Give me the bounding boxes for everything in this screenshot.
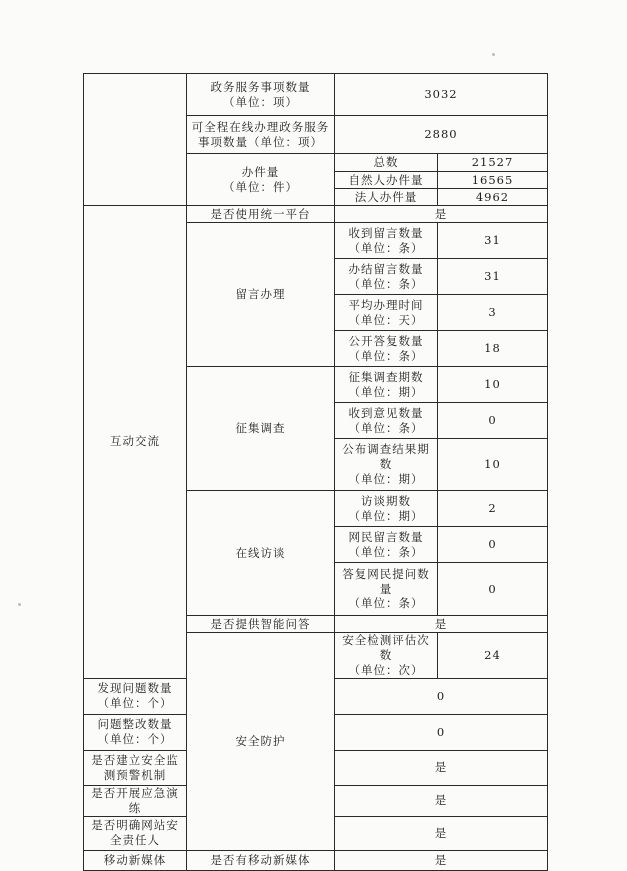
handling-label: 办件量 （单位：件）	[187, 154, 335, 206]
unified-platform-label: 是否使用统一平台	[187, 206, 335, 223]
security-row-label: 是否明确网站安全责任人	[84, 816, 187, 850]
messages-row-label: 收到留言数量 （单位：条）	[335, 223, 438, 259]
messages-row-label: 办结留言数量 （单位：条）	[335, 259, 438, 295]
interview-row-value: 0	[438, 527, 548, 563]
interview-row-value: 2	[438, 491, 548, 527]
handling-row-label: 法人办件量	[335, 189, 438, 206]
scan-dot	[18, 603, 21, 606]
survey-row-label: 征集调查期数 （单位：期）	[335, 367, 438, 403]
table-row	[84, 74, 548, 116]
interview-row-label: 访谈期数 （单位：期）	[335, 491, 438, 527]
messages-row-value: 18	[438, 331, 548, 367]
messages-row-value: 31	[438, 223, 548, 259]
security-row-value: 是	[335, 750, 548, 785]
messages-row-value: 31	[438, 259, 548, 295]
handling-row-label: 总数	[335, 154, 438, 172]
security-row-label: 发现问题数量 （单位：个）	[84, 678, 187, 714]
unified-platform-value: 是	[335, 206, 548, 223]
interview-row-label: 答复网民提问数量 （单位：条）	[335, 563, 438, 616]
interaction-section-title: 互动交流	[84, 206, 187, 679]
online-item-count-label: 可全程在线办理政务服务事项数量（单位：项）	[187, 116, 335, 154]
security-row-value: 24	[438, 633, 548, 679]
service-item-count-value: 3032	[335, 74, 548, 116]
survey-row-value: 10	[438, 439, 548, 491]
mobile-section-title: 移动新媒体	[84, 850, 187, 870]
smart-qa-value: 是	[335, 616, 548, 633]
survey-row-value: 0	[438, 403, 548, 439]
website-statistics-table	[83, 73, 548, 871]
mobile-row-label: 是否有移动新媒体	[187, 850, 335, 870]
security-row-value: 0	[335, 714, 548, 750]
messages-row-label: 公开答复数量 （单位：条）	[335, 331, 438, 367]
survey-row-label: 收到意见数量 （单位：条）	[335, 403, 438, 439]
security-row-label: 问题整改数量 （单位：个）	[84, 714, 187, 750]
handling-row-label: 自然人办件量	[335, 172, 438, 189]
messages-row-label: 平均办理时间 （单位：天）	[335, 295, 438, 331]
security-row-value: 0	[335, 678, 548, 714]
interview-row-value: 0	[438, 563, 548, 616]
scan-dot	[492, 53, 495, 56]
messages-row-value: 3	[438, 295, 548, 331]
service-item-count-label: 政务服务事项数量 （单位：项）	[187, 74, 335, 116]
smart-qa-label: 是否提供智能问答	[187, 616, 335, 633]
security-row-label: 安全检测评估次数 （单位：次）	[335, 633, 438, 679]
interview-group-title: 在线访谈	[187, 491, 335, 616]
security-row-label: 是否开展应急演练	[84, 785, 187, 816]
survey-group-title: 征集调查	[187, 367, 335, 491]
security-section-title: 安全防护	[187, 633, 335, 851]
table-row	[84, 206, 548, 223]
handling-row-value: 21527	[438, 154, 548, 172]
handling-row-value: 4962	[438, 189, 548, 206]
table-row	[84, 850, 548, 870]
online-item-count-value: 2880	[335, 116, 548, 154]
security-row-value: 是	[335, 785, 548, 816]
survey-row-value: 10	[438, 367, 548, 403]
security-row-value: 是	[335, 816, 548, 850]
handling-row-value: 16565	[438, 172, 548, 189]
section-cell-empty	[84, 74, 187, 206]
survey-row-label: 公布调查结果期数 （单位：期）	[335, 439, 438, 491]
mobile-row-value: 是	[335, 850, 548, 870]
interview-row-label: 网民留言数量 （单位：条）	[335, 527, 438, 563]
messages-group-title: 留言办理	[187, 223, 335, 367]
security-row-label: 是否建立安全监测预警机制	[84, 750, 187, 785]
